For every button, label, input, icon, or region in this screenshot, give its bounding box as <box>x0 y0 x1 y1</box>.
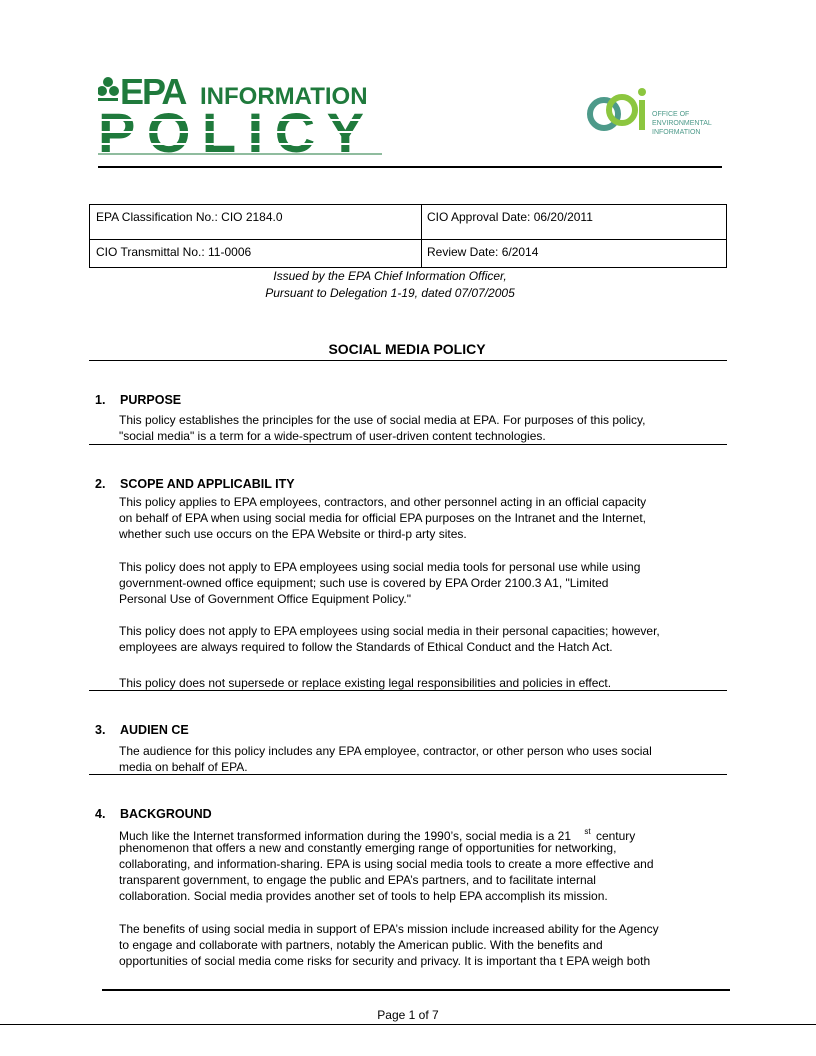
section-heading-scope: SCOPE AND APPLICABIL ITY <box>120 477 295 491</box>
paragraph-line: collaborating, and information-sharing. EPA is using social media tools to create a more effective and <box>119 857 654 871</box>
page-bottom-line <box>0 1024 816 1025</box>
paragraph-line: opportunities of social media come risks for security and privacy. It is important tha t EPA weigh both <box>119 954 651 968</box>
svg-text:OFFICE OF: OFFICE OF <box>652 111 690 118</box>
paragraph-line: whether such use occurs on the EPA Website or third-p arty sites. <box>119 527 467 541</box>
section-number: 3. <box>95 723 106 737</box>
svg-text:EPA: EPA <box>120 74 186 112</box>
paragraph-line: "social media" is a term for a wide-spectrum of user-driven content technologies. <box>119 429 546 443</box>
section-heading-background: BACKGROUND <box>120 807 212 821</box>
section-divider <box>89 444 727 445</box>
paragraph-line: This policy does not supersede or replace existing legal responsibilities and policies in effect. <box>119 676 612 690</box>
document-info-table <box>89 204 727 268</box>
title-divider <box>89 360 727 361</box>
review-date: Review Date: 6/2014 <box>427 245 539 259</box>
document-title: SOCIAL MEDIA POLICY <box>328 341 486 357</box>
paragraph-text: century <box>595 829 636 843</box>
header-divider <box>98 166 722 168</box>
issued-by-line-1: Issued by the EPA Chief Information Officer, <box>273 269 507 283</box>
paragraph-line: This policy establishes the principles for the use of social media at EPA. For purposes of this policy, <box>119 413 646 427</box>
paragraph-line: on behalf of EPA when using social media for official EPA purposes on the Intranet and the Internet, <box>119 511 647 525</box>
paragraph-line: phenomenon that offers a new and constantly emerging range of opportunities for networking, <box>119 841 617 855</box>
transmittal-number: CIO Transmittal No.: 11-0006 <box>96 245 252 259</box>
page-number: Page 1 of 7 <box>377 1008 439 1022</box>
paragraph-line: The benefits of using social media in support of EPA’s mission include increased ability for the Agency <box>119 922 659 936</box>
paragraph-text: Much like the Internet transformed information during the 1990’s, social media is a 21 <box>119 829 572 843</box>
paragraph-line: transparent government, to engage the public and EPA’s partners, and to facilitate internal <box>119 873 596 887</box>
section-number: 1. <box>95 393 106 407</box>
svg-text:POLICY: POLICY <box>98 101 378 156</box>
approval-date: CIO Approval Date: 06/20/2011 <box>427 210 593 224</box>
section-heading-audience: AUDIEN CE <box>120 723 189 737</box>
paragraph-line: This policy applies to EPA employees, contractors, and other personnel acting in an official capacity <box>119 495 647 509</box>
paragraph-line: This policy does not apply to EPA employees using social media tools for personal use while using <box>119 560 641 574</box>
svg-text:INFORMATION: INFORMATION <box>200 83 368 110</box>
issued-by-line-2: Pursuant to Delegation 1-19, dated 07/07/2005 <box>265 286 515 300</box>
paragraph-line: The audience for this policy includes any EPA employee, contractor, or other person who uses social <box>119 744 652 758</box>
section-heading-purpose: PURPOSE <box>120 393 182 407</box>
footer-divider <box>102 989 730 991</box>
section-number: 4. <box>95 807 106 821</box>
paragraph-line: Personal Use of Government Office Equipment Policy." <box>119 592 411 606</box>
paragraph-line: collaboration. Social media provides another set of tools to help EPA accomplish its mission. <box>119 889 608 903</box>
section-divider <box>89 774 727 775</box>
paragraph-line: This policy does not apply to EPA employees using social media in their personal capacities; however, <box>119 624 660 638</box>
section-number: 2. <box>95 477 106 491</box>
paragraph-line: media on behalf of EPA. <box>119 760 248 774</box>
classification-number: EPA Classification No.: CIO 2184.0 <box>96 210 283 224</box>
paragraph-line: employees are always required to follow the Standards of Ethical Conduct and the Hatch Act. <box>119 640 613 654</box>
paragraph-line: government-owned office equipment; such use is covered by EPA Order 2100.3 A1, "Limited <box>119 576 609 590</box>
oei-logo <box>586 86 720 140</box>
epa-information-policy-logo <box>98 74 382 156</box>
superscript: st <box>584 827 591 836</box>
svg-text:ENVIRONMENTAL: ENVIRONMENTAL <box>652 120 712 127</box>
svg-text:INFORMATION: INFORMATION <box>652 129 701 136</box>
section-divider <box>89 690 727 691</box>
paragraph-line: to engage and collaborate with partners, notably the American public. With the benefits and <box>119 938 603 952</box>
